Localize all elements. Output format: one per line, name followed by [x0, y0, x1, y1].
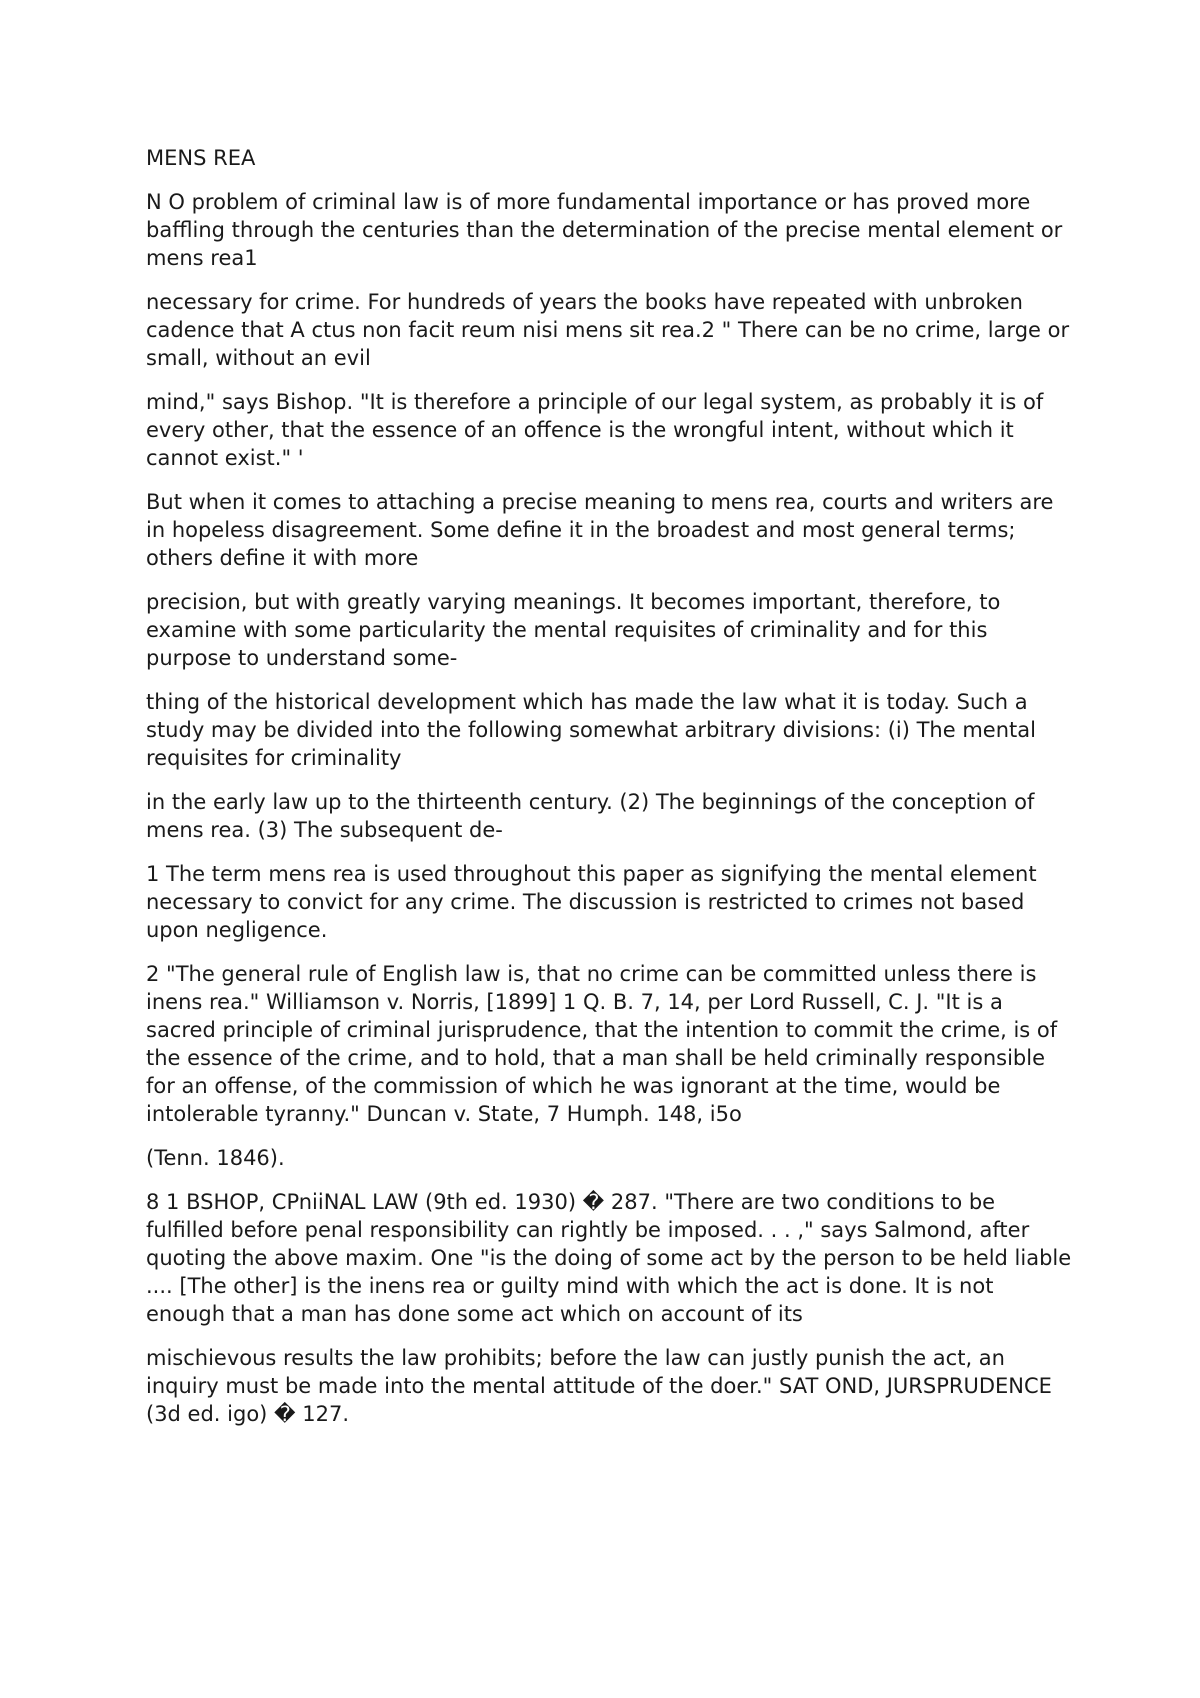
document-body [146, 144, 1076, 1444]
paragraph-5: precision, but with greatly varying meanings. It becomes important, therefore, to examine with some particularity the mental requisites of criminality and for this purpose to understand some- [146, 590, 1001, 670]
footnote-3: 8 1 BSHOP, CPniiNAL LAW (9th ed. 1930) � 287. "There are two conditions to be fulfilled before penal responsibility can rightly be imposed. . . ," says Salmond, after quoting the above maxim. One "is the doing of some act by the person to be held liable .... [The other] is the inens rea or guilty mind with which the act is done. It is not enough that a man has done some act which on account of its [146, 1190, 1072, 1326]
footnote-2: 2 "The general rule of English law is, that no crime can be committed unless there is inens rea." Williamson v. Norris, [1899] 1 Q. B. 7, 14, per Lord Russell, C. J. "It is a sacred principle of criminal jurisprudence, that the intention to commit the crime, is of the essence of the crime, and to hold, that a man shall be held criminally responsible for an offense, of the commission of which he was ignorant at the time, would be intolerable tyranny." Duncan v. State, 7 Humph. 148, i5o [146, 962, 1058, 1126]
paragraph-2: necessary for crime. For hundreds of years the books have repeated with unbroken cadence that A ctus non facit reum nisi mens sit rea.2 " There can be no crime, large or small, without an evil [146, 290, 1070, 370]
footnote-3-continuation: mischievous results the law prohibits; before the law can justly punish the act, an inquiry must be made into the mental attitude of the doer." SAT OND, JURSPRUDENCE (3d ed. igo) � 127. [146, 1346, 1052, 1426]
paragraph-1: N O problem of criminal law is of more fundamental importance or has proved more baffling through the centuries than the determination of the precise mental element or mens rea1 [146, 190, 1063, 270]
footnote-1: 1 The term mens rea is used throughout this paper as signifying the mental element necessary to convict for any crime. The discussion is restricted to crimes not based upon negligence. [146, 862, 1037, 942]
paragraph-6: thing of the historical development which has made the law what it is today. Such a study may be divided into the following somewhat arbitrary divisions: (i) The mental requisites for criminality [146, 690, 1036, 770]
document-title: MENS REA [146, 146, 256, 170]
paragraph-7: in the early law up to the thirteenth century. (2) The beginnings of the conception of mens rea. (3) The subsequent de- [146, 790, 1035, 842]
footnote-2-continuation: (Tenn. 1846). [146, 1146, 285, 1170]
paragraph-4: But when it comes to attaching a precise meaning to mens rea, courts and writers are in hopeless disagreement. Some define it in the broadest and most general terms; others define it with more [146, 490, 1054, 570]
paragraph-3: mind," says Bishop. "It is therefore a principle of our legal system, as probably it is of every other, that the essence of an offence is the wrongful intent, without which it cannot exist." ' [146, 390, 1044, 470]
